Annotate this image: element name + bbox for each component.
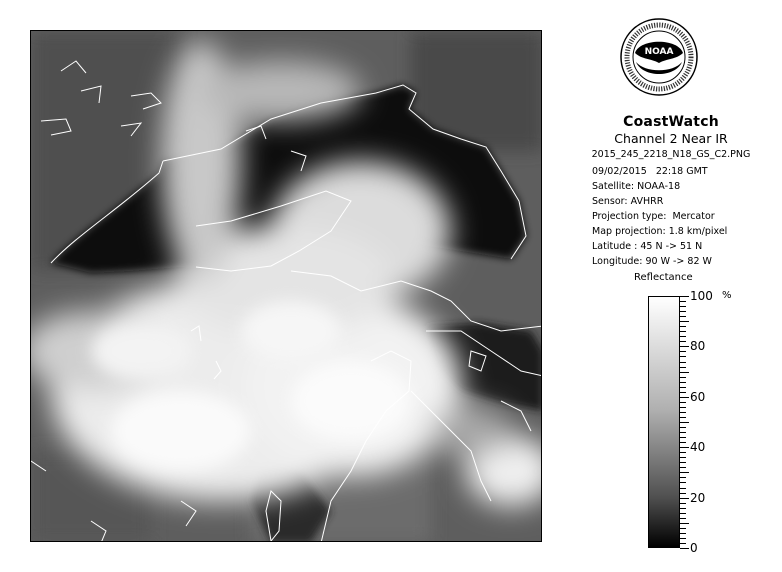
- colorbar-tick: [680, 341, 686, 342]
- colorbar-tick: [680, 362, 686, 363]
- colorbar-label: 60: [690, 389, 706, 404]
- colorbar-tick: [680, 493, 686, 494]
- colorbar-tick: [680, 427, 686, 428]
- colorbar-tick: [680, 422, 689, 423]
- colorbar-tick: [680, 387, 686, 388]
- channel-subtitle: Channel 2 Near IR: [614, 131, 728, 146]
- satellite-image: [30, 30, 542, 542]
- colorbar-tick: [680, 457, 686, 458]
- colorbar-tick: [680, 346, 689, 347]
- colorbar-tick: [680, 508, 686, 509]
- colorbar-tick: [680, 377, 686, 378]
- colorbar-tick: [680, 397, 689, 398]
- colorbar-tick: [680, 523, 689, 524]
- colorbar-tick: [680, 518, 686, 519]
- colorbar-tick: [680, 306, 686, 307]
- colorbar-tick: [680, 407, 686, 408]
- sensor-text: Sensor: AVHRR: [592, 196, 664, 207]
- colorbar-label: 40: [690, 440, 706, 455]
- colorbar-tick: [680, 301, 686, 302]
- colorbar-tick: [680, 316, 686, 317]
- logo-text: NOAA: [644, 47, 674, 57]
- colorbar-tick: [680, 311, 686, 312]
- colorbar-tick: [680, 472, 689, 473]
- colorbar-tick: [680, 498, 689, 499]
- colorbar-tick: [680, 321, 689, 322]
- colorbar-label: 20: [690, 490, 706, 505]
- scale-unit: %: [722, 290, 732, 301]
- info-panel: [566, 114, 776, 269]
- longitude-text: Longitude: 90 W -> 82 W: [592, 256, 712, 267]
- colorbar-tick: [680, 412, 686, 413]
- colorbar-tick: [680, 528, 686, 529]
- colorbar-tick: [680, 533, 686, 534]
- colorbar-tick: [680, 488, 686, 489]
- satellite-scene: [31, 31, 542, 542]
- brand-title: CoastWatch: [623, 114, 719, 130]
- colorbar-tick: [680, 437, 686, 438]
- colorbar-tick: [680, 296, 689, 297]
- colorbar-tick: [680, 402, 686, 403]
- colorbar-tick: [680, 442, 686, 443]
- satellite-text: Satellite: NOAA-18: [592, 181, 681, 192]
- datetime-text: 09/02/2015 22:18 GMT: [592, 166, 708, 177]
- colorbar-tick: [680, 467, 686, 468]
- colorbar-tick: [680, 382, 686, 383]
- colorbar-label: 80: [690, 339, 706, 354]
- colorbar-tick: [680, 462, 686, 463]
- colorbar-tick: [680, 326, 686, 327]
- colorbar-tick: [680, 543, 686, 544]
- latitude-text: Latitude : 45 N -> 51 N: [592, 241, 703, 252]
- colorbar-label: 0: [690, 541, 698, 555]
- colorbar-label: 100: [690, 289, 713, 303]
- colorbar-tick: [680, 503, 686, 504]
- colorbar-tick: [680, 336, 686, 337]
- metadata-list: [566, 164, 776, 269]
- colorbar-tick: [680, 372, 689, 373]
- noaa-seal-icon: [620, 18, 698, 96]
- colorbar-tick: [680, 538, 686, 539]
- colorbar-tick: [680, 331, 686, 332]
- colorbar-tick: [680, 356, 686, 357]
- colorbar-tick: [680, 417, 686, 418]
- colorbar-tick: [680, 513, 686, 514]
- colorbar-tick: [680, 351, 686, 352]
- colorbar-tick: [680, 392, 686, 393]
- colorbar-tick: [680, 447, 689, 448]
- projection-text: Projection type: Mercator: [592, 211, 715, 222]
- colorbar-tick: [680, 548, 689, 549]
- image-filename: 2015_245_2218_N18_GS_C2.PNG: [591, 149, 751, 160]
- scale-title: Reflectance: [634, 272, 693, 283]
- colorbar-tick: [680, 452, 686, 453]
- colorbar-tick: [680, 482, 686, 483]
- colorbar-ticks: [680, 296, 692, 548]
- map-projection-text: Map projection: 1.8 km/pixel: [592, 226, 728, 237]
- colorbar-tick: [680, 367, 686, 368]
- noaa-logo: [620, 18, 698, 96]
- colorbar-tick: [680, 477, 686, 478]
- colorbar-tick: [680, 432, 686, 433]
- reflectance-colorbar: [648, 296, 680, 548]
